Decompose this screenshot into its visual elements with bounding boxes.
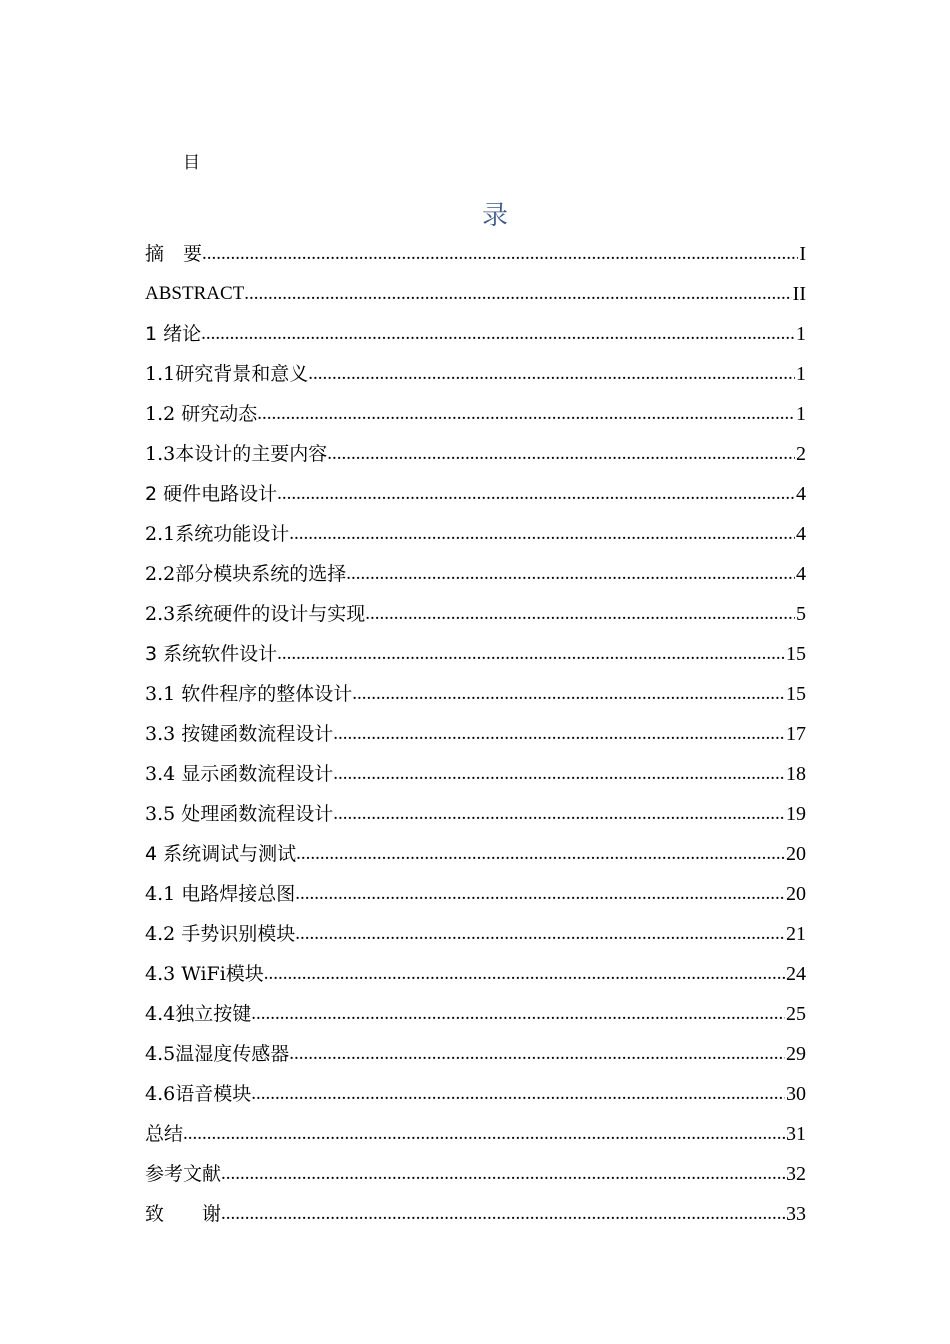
- toc-entry-label: 4.1 电路焊接总图: [145, 883, 296, 905]
- toc-page-number: 20: [786, 883, 806, 905]
- toc-page-number: 1: [796, 363, 806, 385]
- toc-entry-label: 1.2 研究动态: [145, 403, 258, 425]
- toc-entry-label: 4 系统调试与测试: [145, 843, 297, 865]
- toc-entry-label: 4.4独立按键: [145, 1003, 252, 1025]
- toc-page-number: 4: [796, 563, 806, 585]
- toc-page-number: 1: [796, 403, 806, 425]
- toc-page-number: 25: [786, 1003, 806, 1025]
- toc-entry[interactable]: [145, 1028, 806, 1068]
- toc-entry-label: 摘 要: [145, 243, 203, 265]
- toc-page-number: 18: [786, 763, 806, 785]
- toc-entry-label: 4.2 手势识别模块: [145, 923, 296, 945]
- toc-page-number: 33: [786, 1203, 806, 1225]
- toc-entry[interactable]: [145, 268, 806, 308]
- toc-entry[interactable]: [145, 508, 806, 548]
- toc-dot-leader: [277, 480, 795, 508]
- toc-entry[interactable]: [145, 868, 806, 908]
- toc-entry[interactable]: [145, 348, 806, 388]
- toc-entry[interactable]: [145, 1188, 806, 1228]
- toc-dot-leader: [308, 360, 795, 388]
- toc-page-number: 24: [786, 963, 806, 985]
- toc-dot-leader: [296, 840, 785, 868]
- toc-page-number: 2: [796, 443, 806, 465]
- toc-page-number: 30: [786, 1083, 806, 1105]
- toc-entry-label: 3.5 处理函数流程设计: [145, 803, 334, 825]
- toc-page-number: 5: [796, 603, 806, 625]
- toc-entry-label: 2.2部分模块系统的选择: [145, 563, 347, 585]
- toc-entry-label: 2 硬件电路设计: [145, 483, 278, 505]
- toc-page-number: 4: [796, 523, 806, 545]
- toc-dot-leader: [244, 280, 791, 308]
- toc-dot-leader: [295, 880, 785, 908]
- toc-dot-leader: [333, 800, 785, 828]
- toc-entry-label: 3.1 软件程序的整体设计: [145, 683, 353, 705]
- toc-dot-leader: [201, 320, 795, 348]
- toc-entry-label: 4.6语音模块: [145, 1083, 252, 1105]
- toc-entry-label: ABSTRACT: [145, 283, 245, 304]
- toc-entry[interactable]: [145, 1108, 806, 1148]
- toc-page-number: 31: [786, 1123, 806, 1145]
- toc-page-number: 17: [786, 723, 806, 745]
- toc-page-number: 4: [796, 483, 806, 505]
- toc-entry[interactable]: [145, 908, 806, 948]
- toc-entry-label: 参考文献: [145, 1163, 222, 1185]
- toc-dot-leader: [289, 1040, 785, 1068]
- toc-entry-label: 致 谢: [145, 1203, 222, 1225]
- toc-dot-leader: [202, 240, 798, 268]
- toc-entry-label: 3 系统软件设计: [145, 643, 278, 665]
- toc-entry[interactable]: [145, 948, 806, 988]
- toc-dot-leader: [257, 400, 795, 428]
- toc-entry-label: 总结: [145, 1123, 184, 1145]
- toc-page-number: 32: [786, 1163, 806, 1185]
- toc-page-number: 15: [786, 643, 806, 665]
- toc-dot-leader: [346, 560, 795, 588]
- toc-dot-leader: [327, 440, 795, 468]
- toc-dot-leader: [333, 760, 785, 788]
- toc-entry[interactable]: [145, 308, 806, 348]
- toc-page-number: 20: [786, 843, 806, 865]
- toc-entry[interactable]: [145, 588, 806, 628]
- toc-entry[interactable]: [145, 468, 806, 508]
- toc-page-number: 29: [786, 1043, 806, 1065]
- toc-entry-label: 4.5温湿度传感器: [145, 1043, 290, 1065]
- toc-entry[interactable]: [145, 988, 806, 1028]
- toc-dot-leader: [277, 640, 785, 668]
- toc-dot-leader: [295, 920, 785, 948]
- toc-entry[interactable]: [145, 668, 806, 708]
- toc-dot-leader: [251, 1000, 785, 1028]
- toc-entry[interactable]: [145, 228, 806, 268]
- toc-entry-label: 2.3系统硬件的设计与实现: [145, 603, 366, 625]
- toc-page-number: 15: [786, 683, 806, 705]
- toc-entry[interactable]: [145, 748, 806, 788]
- toc-dot-leader: [264, 960, 785, 988]
- toc-entry[interactable]: [145, 788, 806, 828]
- toc-entry[interactable]: [145, 828, 806, 868]
- toc-dot-leader: [365, 600, 795, 628]
- toc-page-number: 19: [786, 803, 806, 825]
- toc-entry-label: 1.1研究背景和意义: [145, 363, 309, 385]
- toc-entry-label: 2.1系统功能设计: [145, 523, 290, 545]
- toc-entry[interactable]: [145, 388, 806, 428]
- toc-entry[interactable]: [145, 548, 806, 588]
- toc-entry-label: 3.4 显示函数流程设计: [145, 763, 334, 785]
- toc-entry[interactable]: [145, 1068, 806, 1108]
- toc-page-number: 21: [786, 923, 806, 945]
- toc-dot-leader: [352, 680, 785, 708]
- toc-title-first-char: 目: [183, 153, 200, 173]
- toc-entry-label: 1 绪论: [145, 323, 202, 345]
- toc-entry[interactable]: [145, 1148, 806, 1188]
- toc-entry[interactable]: [145, 708, 806, 748]
- toc-dot-leader: [183, 1120, 785, 1148]
- toc-title-second-char: 录: [481, 201, 508, 231]
- toc-dot-leader: [221, 1200, 785, 1228]
- toc-dot-leader: [221, 1160, 785, 1188]
- toc-entry-label: 1.3本设计的主要内容: [145, 443, 328, 465]
- toc-entry-label: 3.3 按键函数流程设计: [145, 723, 334, 745]
- toc-entry[interactable]: [145, 628, 806, 668]
- toc-dot-leader: [289, 520, 795, 548]
- toc-page-number: I: [799, 243, 806, 265]
- toc-dot-leader: [333, 720, 785, 748]
- toc-page-number: II: [792, 283, 806, 305]
- table-of-contents: [145, 228, 806, 1228]
- toc-entry-label: 4.3 WiFi模块: [145, 963, 264, 985]
- toc-dot-leader: [251, 1080, 785, 1108]
- toc-page-number: 1: [796, 323, 806, 345]
- toc-entry[interactable]: [145, 428, 806, 468]
